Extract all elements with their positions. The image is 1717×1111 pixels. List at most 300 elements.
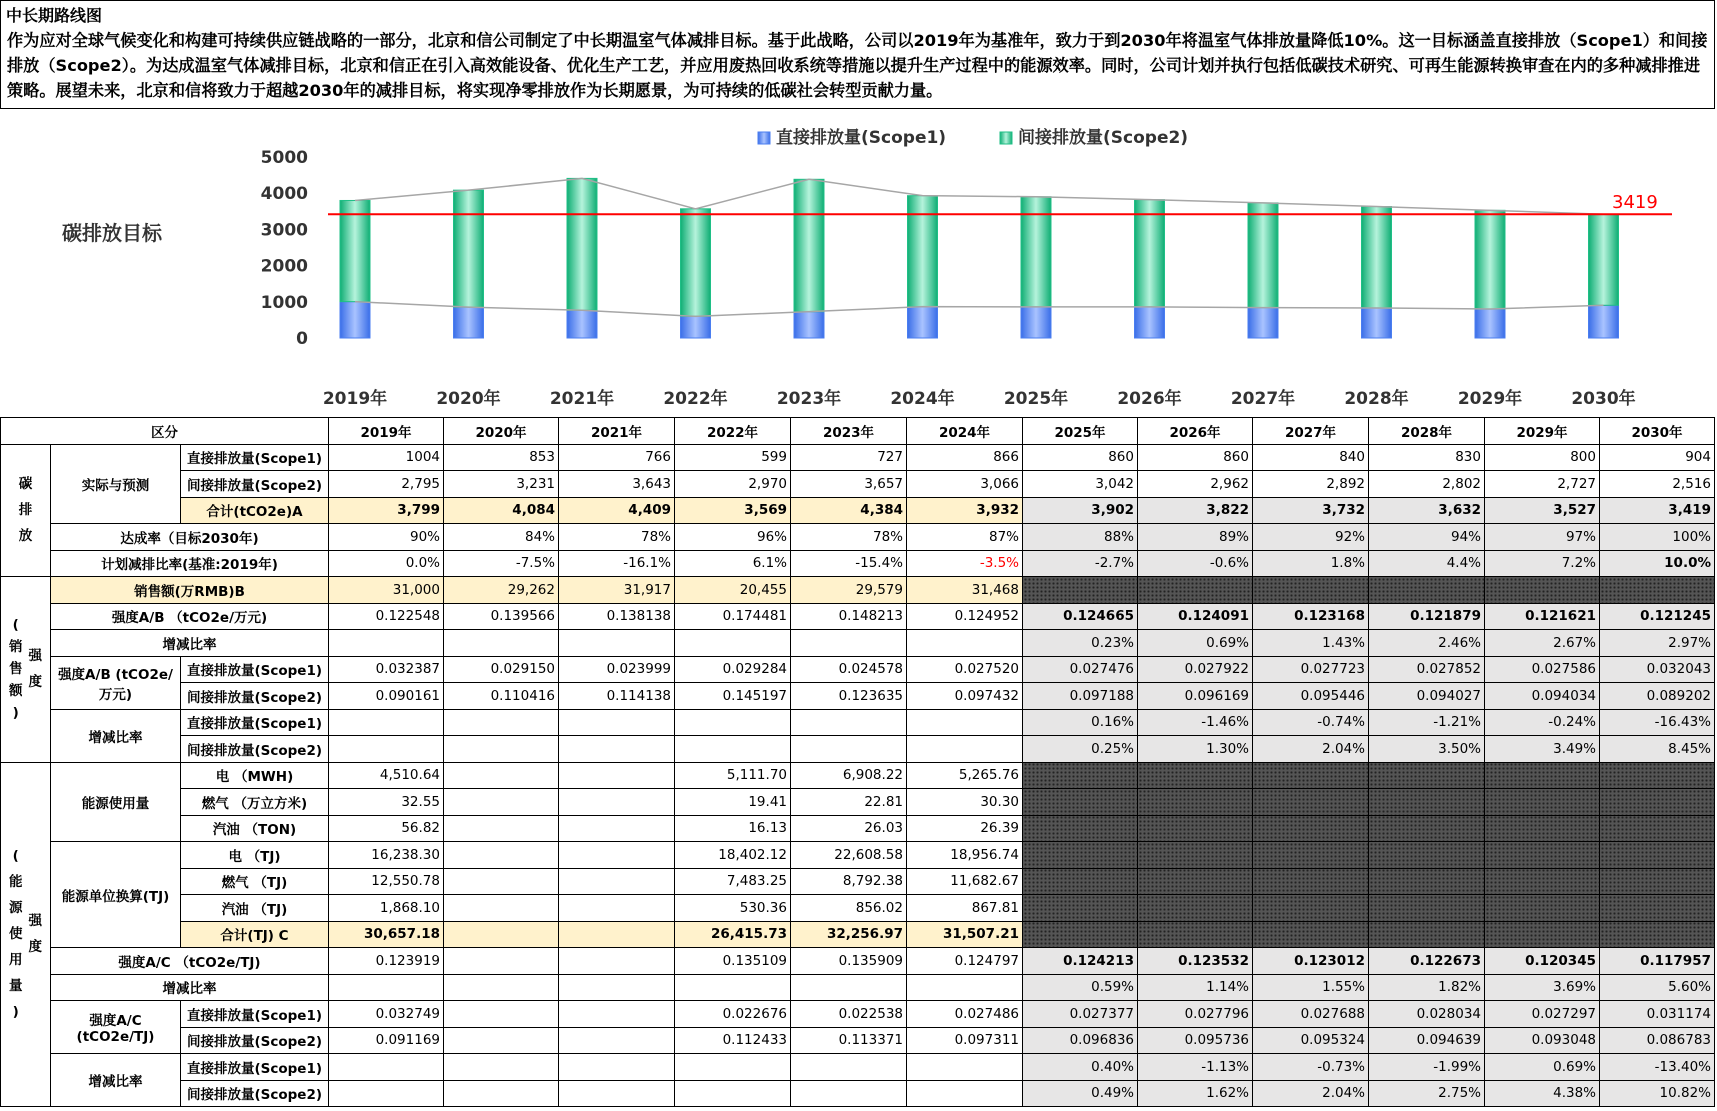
table-cell: 78% — [791, 524, 907, 551]
table-cell: 32.55 — [329, 789, 444, 816]
table-cell — [1600, 868, 1715, 895]
table-cell — [1600, 789, 1715, 816]
table-cell: 0.123532 — [1138, 948, 1253, 975]
bar-scope1 — [1021, 307, 1051, 338]
x-tick-label: 2019年 — [322, 389, 388, 409]
table-cell: 0.121245 — [1600, 603, 1715, 630]
table-cell — [559, 789, 675, 816]
table-cell — [1253, 842, 1369, 869]
legend-label: 间接排放量(Scope2) — [1018, 128, 1189, 148]
y-tick-label: 1000 — [260, 292, 308, 313]
table-cell: 0.086783 — [1600, 1027, 1715, 1054]
table-cell: 26,415.73 — [675, 921, 791, 948]
table-cell: 5,265.76 — [907, 762, 1023, 789]
table-cell: 0.095736 — [1138, 1027, 1253, 1054]
table-row — [1, 762, 1715, 789]
table-cell — [1138, 868, 1253, 895]
row-sublabel: 汽油 （TON) — [181, 815, 329, 842]
table-header-year: 2022年 — [675, 418, 791, 445]
table-cell — [1485, 577, 1600, 604]
table-cell: 20,455 — [675, 577, 791, 604]
table-cell — [1369, 815, 1485, 842]
table-cell: -7.5% — [444, 550, 559, 577]
header-panel — [0, 0, 1715, 109]
bar-scope2 — [1589, 214, 1619, 305]
table-cell: -1.46% — [1138, 709, 1253, 736]
table-cell: 0.112433 — [675, 1027, 791, 1054]
table-cell — [1485, 895, 1600, 922]
table-cell: 0.027476 — [1023, 656, 1138, 683]
table-cell: 860 — [1138, 444, 1253, 471]
row-group-label: 增减比率 — [51, 1054, 181, 1107]
table-cell: 0.028034 — [1369, 1001, 1485, 1028]
table-cell — [1253, 577, 1369, 604]
table-cell: -16.1% — [559, 550, 675, 577]
table-cell — [1253, 815, 1369, 842]
table-cell: 0.027796 — [1138, 1001, 1253, 1028]
table-cell — [444, 1054, 559, 1081]
table-cell — [907, 1080, 1023, 1107]
table-header-year: 2023年 — [791, 418, 907, 445]
row-group-label: 增减比率 — [51, 709, 181, 762]
table-header-year: 2030年 — [1600, 418, 1715, 445]
legend-swatch — [1000, 132, 1012, 144]
table-cell — [1369, 789, 1485, 816]
table-row — [1, 842, 1715, 869]
chart-title: 碳排放目标 — [62, 221, 162, 245]
table-header-category: 区分 — [1, 418, 329, 445]
table-cell — [675, 1054, 791, 1081]
scope1-series-line — [355, 302, 1604, 317]
table-cell: 11,682.67 — [907, 868, 1023, 895]
table-cell: 31,468 — [907, 577, 1023, 604]
table-cell: 0.027486 — [907, 1001, 1023, 1028]
table-cell — [559, 1054, 675, 1081]
table-cell: 0.024578 — [791, 656, 907, 683]
table-cell: 0.089202 — [1600, 683, 1715, 710]
table-cell — [1138, 789, 1253, 816]
row-sublabel: 直接排放量(Scope1) — [181, 1054, 329, 1081]
table-cell: 2,516 — [1600, 471, 1715, 498]
legend-label: 直接排放量(Scope1) — [776, 128, 947, 148]
table-cell: 0.69% — [1138, 630, 1253, 657]
table-cell: 0.138138 — [559, 603, 675, 630]
table-cell: -1.99% — [1369, 1054, 1485, 1081]
row-label: 强度A/C （tCO2e/TJ) — [51, 948, 329, 975]
table-cell: 0.097311 — [907, 1027, 1023, 1054]
row-group-label: 能源单位换算(TJ) — [51, 842, 181, 948]
table-cell — [675, 709, 791, 736]
table-cell: 22.81 — [791, 789, 907, 816]
table-cell: 530.36 — [675, 895, 791, 922]
table-cell — [1369, 577, 1485, 604]
table-cell: 26.39 — [907, 815, 1023, 842]
table-cell: 3,231 — [444, 471, 559, 498]
table-cell — [329, 974, 444, 1001]
table-header-year: 2021年 — [559, 418, 675, 445]
row-label: 销售额(万RMB)B — [51, 577, 329, 604]
intro-text: 作为应对全球气候变化和构建可持续供应链战略的一部分，北京和信公司制定了中长期温室气体减排目标。基于此战略，公司以2019年为基准年，致力于到2030年将温室气体排放量降低10%。这一目标涵盖直接排放（Scope1）和间接排放（Scope2）。为达成温室气体减排目标，北京和信正在引入高效能设备、优化生产工艺，并应用废热回收系统等措施以提升生产过程中的能源效率。同时，公司计划并执行包括低碳技术研究、可再生能源转换审查在内的多种减排推进策略。展望未来，北京和信将致力于超越2030年的减排目标，将实现净零排放作为长期愿景，为可持续的低碳社会转型贡献力量。 — [7, 31, 1708, 100]
table-cell: 0.123012 — [1253, 948, 1369, 975]
table-cell — [444, 868, 559, 895]
table-cell: 1.14% — [1138, 974, 1253, 1001]
target-line-label: 3419 — [1612, 192, 1658, 214]
total-series-line — [355, 178, 1604, 214]
table-cell: 0.095446 — [1253, 683, 1369, 710]
table-cell: 0.110416 — [444, 683, 559, 710]
table-cell: 4,510.64 — [329, 762, 444, 789]
bar-scope2 — [1248, 203, 1278, 308]
table-row — [1, 550, 1715, 577]
y-tick-label: 0 — [296, 329, 308, 349]
table-cell — [1023, 762, 1138, 789]
table-cell: 0.114138 — [559, 683, 675, 710]
x-tick-label: 2028年 — [1344, 389, 1409, 409]
table-cell: 0.027852 — [1369, 656, 1485, 683]
table-cell — [1023, 577, 1138, 604]
table-cell: 89% — [1138, 524, 1253, 551]
table-cell — [559, 709, 675, 736]
table-row — [1, 974, 1715, 1001]
row-label: 计划减排比率(基准:2019年) — [51, 550, 329, 577]
table-cell — [1138, 895, 1253, 922]
table-cell — [559, 630, 675, 657]
row-sublabel: 直接排放量(Scope1) — [181, 656, 329, 683]
table-cell: 1,868.10 — [329, 895, 444, 922]
table-cell: 0.090161 — [329, 683, 444, 710]
table-cell: 6.1% — [675, 550, 791, 577]
table-cell: 3,643 — [559, 471, 675, 498]
table-cell: 2,727 — [1485, 471, 1600, 498]
table-cell — [1023, 895, 1138, 922]
bar-scope1 — [1475, 309, 1505, 338]
table-row — [1, 497, 1715, 524]
table-row — [1, 630, 1715, 657]
table-cell: 8.45% — [1600, 736, 1715, 763]
table-cell: 0.095324 — [1253, 1027, 1369, 1054]
table-row — [1, 1054, 1715, 1081]
table-cell: -0.73% — [1253, 1054, 1369, 1081]
table-cell: 0.094027 — [1369, 683, 1485, 710]
table-cell: 30,657.18 — [329, 921, 444, 948]
table-cell — [907, 630, 1023, 657]
table-cell — [1023, 868, 1138, 895]
x-tick-label: 2030年 — [1571, 389, 1636, 409]
table-cell — [444, 630, 559, 657]
table-cell: 0.032749 — [329, 1001, 444, 1028]
table-row — [1, 895, 1715, 922]
table-cell: 0.091169 — [329, 1027, 444, 1054]
table-cell: 19.41 — [675, 789, 791, 816]
table-cell: 0.148213 — [791, 603, 907, 630]
table-cell — [1600, 842, 1715, 869]
bar-scope2 — [1475, 210, 1505, 309]
table-cell: 4,384 — [791, 497, 907, 524]
row-sublabel: 合计(tCO2e)A — [181, 497, 329, 524]
table-cell: 0.094034 — [1485, 683, 1600, 710]
table-cell — [1253, 789, 1369, 816]
table-cell — [444, 895, 559, 922]
table-cell: -0.6% — [1138, 550, 1253, 577]
table-cell: 10.82% — [1600, 1080, 1715, 1107]
table-cell: 2.04% — [1253, 1080, 1369, 1107]
table-cell — [791, 736, 907, 763]
table-cell — [1253, 868, 1369, 895]
table-cell: 3,902 — [1023, 497, 1138, 524]
row-sublabel: 间接排放量(Scope2) — [181, 1027, 329, 1054]
table-header-year: 2026年 — [1138, 418, 1253, 445]
table-cell — [444, 709, 559, 736]
table-cell — [329, 736, 444, 763]
table-cell: 94% — [1369, 524, 1485, 551]
table-cell — [444, 815, 559, 842]
bar-scope2 — [1362, 207, 1392, 308]
table-cell: 78% — [559, 524, 675, 551]
row-sublabel: 燃气 （万立方米) — [181, 789, 329, 816]
table-cell — [559, 1080, 675, 1107]
table-cell: 867.81 — [907, 895, 1023, 922]
table-cell: 2,795 — [329, 471, 444, 498]
table-cell: 5.60% — [1600, 974, 1715, 1001]
table-cell: 2.67% — [1485, 630, 1600, 657]
table-cell: 4.38% — [1485, 1080, 1600, 1107]
y-tick-label: 2000 — [260, 256, 308, 277]
table-cell: 0.139566 — [444, 603, 559, 630]
table-cell: 30.30 — [907, 789, 1023, 816]
table-cell: 0.022676 — [675, 1001, 791, 1028]
table-cell — [1023, 789, 1138, 816]
table-cell: 56.82 — [329, 815, 444, 842]
table-cell: 0.029150 — [444, 656, 559, 683]
table-cell: 3,799 — [329, 497, 444, 524]
row-sublabel: 汽油 （TJ) — [181, 895, 329, 922]
table-cell: 29,579 — [791, 577, 907, 604]
table-cell: 0.122548 — [329, 603, 444, 630]
table-cell — [444, 762, 559, 789]
table-cell — [675, 974, 791, 1001]
table-cell — [329, 630, 444, 657]
x-tick-label: 2027年 — [1230, 389, 1296, 409]
table-cell: 32,256.97 — [791, 921, 907, 948]
x-tick-label: 2029年 — [1457, 389, 1523, 409]
table-cell: 0.117957 — [1600, 948, 1715, 975]
legend-swatch — [758, 132, 770, 144]
table-row — [1, 603, 1715, 630]
table-cell: -2.7% — [1023, 550, 1138, 577]
table-cell: 2.97% — [1600, 630, 1715, 657]
row-sublabel: 间接排放量(Scope2) — [181, 683, 329, 710]
table-cell: 0.097188 — [1023, 683, 1138, 710]
table-cell: 1.8% — [1253, 550, 1369, 577]
table-cell — [907, 709, 1023, 736]
table-cell — [1485, 789, 1600, 816]
table-cell — [1485, 868, 1600, 895]
row-group-label: 强度A/B (tCO2e/万元) — [51, 656, 181, 709]
table-cell: 0.027520 — [907, 656, 1023, 683]
table-cell: 0.027297 — [1485, 1001, 1600, 1028]
table-cell: 2.04% — [1253, 736, 1369, 763]
chart-svg — [0, 109, 1717, 416]
table-cell — [1369, 921, 1485, 948]
table-cell: 0.40% — [1023, 1054, 1138, 1081]
table-cell: 0.124213 — [1023, 948, 1138, 975]
bar-scope2 — [454, 190, 484, 307]
table-cell: 904 — [1600, 444, 1715, 471]
group-label-carbon: 碳 排 放 — [1, 444, 51, 577]
table-header-year: 2027年 — [1253, 418, 1369, 445]
table-cell — [559, 974, 675, 1001]
table-cell: 3,932 — [907, 497, 1023, 524]
table-cell — [559, 921, 675, 948]
table-cell: 4,409 — [559, 497, 675, 524]
x-tick-label: 2023年 — [776, 389, 842, 409]
row-sublabel: 间接排放量(Scope2) — [181, 736, 329, 763]
bar-scope2 — [1135, 200, 1165, 307]
table-cell — [907, 1054, 1023, 1081]
table-cell — [791, 1080, 907, 1107]
table-cell: 3.49% — [1485, 736, 1600, 763]
table-cell: 0.49% — [1023, 1080, 1138, 1107]
table-cell: 0.113371 — [791, 1027, 907, 1054]
table-cell — [675, 630, 791, 657]
table-row — [1, 1080, 1715, 1107]
table-cell — [329, 709, 444, 736]
table-cell: -0.74% — [1253, 709, 1369, 736]
table-cell: 0.123919 — [329, 948, 444, 975]
table-cell — [1369, 895, 1485, 922]
table-cell: 0.122673 — [1369, 948, 1485, 975]
table-cell — [444, 842, 559, 869]
table-cell: 0.124091 — [1138, 603, 1253, 630]
table-cell — [559, 895, 675, 922]
table-cell: 12,550.78 — [329, 868, 444, 895]
table-cell — [559, 842, 675, 869]
table-cell — [559, 1001, 675, 1028]
table-cell: 3,527 — [1485, 497, 1600, 524]
table-cell — [444, 1001, 559, 1028]
table-cell: 0.096836 — [1023, 1027, 1138, 1054]
bar-scope1 — [340, 302, 370, 338]
table-cell — [1253, 762, 1369, 789]
table-cell: 3,632 — [1369, 497, 1485, 524]
x-tick-label: 2025年 — [1003, 389, 1069, 409]
table-row — [1, 444, 1715, 471]
x-tick-label: 2026年 — [1117, 389, 1182, 409]
y-tick-label: 5000 — [260, 148, 308, 168]
table-cell: 3.69% — [1485, 974, 1600, 1001]
bar-scope2 — [567, 178, 597, 310]
table-cell: 0.097432 — [907, 683, 1023, 710]
table-cell — [1485, 842, 1600, 869]
table-cell: 16,238.30 — [329, 842, 444, 869]
table-cell — [1600, 895, 1715, 922]
row-sublabel: 直接排放量(Scope1) — [181, 1001, 329, 1028]
table-cell — [559, 762, 675, 789]
table-cell: -16.43% — [1600, 709, 1715, 736]
row-group-label: 强度A/C (tCO2e/TJ) — [51, 1001, 181, 1054]
table-cell — [1138, 815, 1253, 842]
row-group-label: 实际与预测 — [51, 444, 181, 524]
row-label: 增减比率 — [51, 974, 329, 1001]
table-cell: 0.124952 — [907, 603, 1023, 630]
group-label-energy: ( 能 源 使 用 量 ) 强 度 — [1, 762, 51, 1107]
row-label: 强度A/B （tCO2e/万元) — [51, 603, 329, 630]
table-header-year: 2024年 — [907, 418, 1023, 445]
table-cell: 3,822 — [1138, 497, 1253, 524]
table-header-year: 2019年 — [329, 418, 444, 445]
row-sublabel: 间接排放量(Scope2) — [181, 471, 329, 498]
table-cell: 6,908.22 — [791, 762, 907, 789]
table-row — [1, 577, 1715, 604]
table-cell: -1.21% — [1369, 709, 1485, 736]
bar-scope2 — [908, 196, 938, 307]
table-cell: 0.023999 — [559, 656, 675, 683]
table-cell — [1600, 762, 1715, 789]
table-row — [1, 418, 1715, 445]
table-cell: 1004 — [329, 444, 444, 471]
table-cell: 31,507.21 — [907, 921, 1023, 948]
row-sublabel: 电 （MWH) — [181, 762, 329, 789]
table-cell: 22,608.58 — [791, 842, 907, 869]
table-row — [1, 789, 1715, 816]
bar-scope1 — [908, 307, 938, 338]
table-cell: 2.75% — [1369, 1080, 1485, 1107]
table-cell: 7,483.25 — [675, 868, 791, 895]
table-cell: 2,892 — [1253, 471, 1369, 498]
table-cell — [1023, 842, 1138, 869]
page-title: 中长期路线图 — [6, 6, 103, 25]
table-row — [1, 656, 1715, 683]
bar-scope1 — [1248, 308, 1278, 338]
y-tick-label: 4000 — [260, 184, 308, 205]
table-cell: 0.093048 — [1485, 1027, 1600, 1054]
table-cell — [329, 1080, 444, 1107]
row-sublabel: 电 （TJ) — [181, 842, 329, 869]
table-cell: 3,569 — [675, 497, 791, 524]
table-cell — [1023, 815, 1138, 842]
x-tick-label: 2024年 — [890, 389, 955, 409]
table-cell: 29,262 — [444, 577, 559, 604]
table-row — [1, 868, 1715, 895]
table-cell: -15.4% — [791, 550, 907, 577]
y-tick-label: 3000 — [260, 220, 308, 241]
table-cell — [1485, 762, 1600, 789]
row-sublabel: 燃气 （TJ) — [181, 868, 329, 895]
table-header-year: 2028年 — [1369, 418, 1485, 445]
x-tick-label: 2022年 — [663, 389, 728, 409]
group-label-sales: ( 销 售 额 ) 强 度 — [1, 577, 51, 763]
row-sublabel: 直接排放量(Scope1) — [181, 709, 329, 736]
table-cell — [907, 974, 1023, 1001]
table-cell: 0.120345 — [1485, 948, 1600, 975]
table-cell: 0.16% — [1023, 709, 1138, 736]
bar-scope1 — [794, 312, 824, 338]
table-cell: 2,962 — [1138, 471, 1253, 498]
table-cell: 866 — [907, 444, 1023, 471]
table-row — [1, 736, 1715, 763]
table-cell: 31,000 — [329, 577, 444, 604]
table-cell — [444, 948, 559, 975]
table-cell: 0.096169 — [1138, 683, 1253, 710]
table-cell: 840 — [1253, 444, 1369, 471]
table-cell — [444, 1027, 559, 1054]
bar-scope1 — [1589, 305, 1619, 338]
table-row — [1, 948, 1715, 975]
table-cell: 0.022538 — [791, 1001, 907, 1028]
table-cell: 3,657 — [791, 471, 907, 498]
x-tick-label: 2020年 — [436, 389, 501, 409]
table-cell: 2,802 — [1369, 471, 1485, 498]
